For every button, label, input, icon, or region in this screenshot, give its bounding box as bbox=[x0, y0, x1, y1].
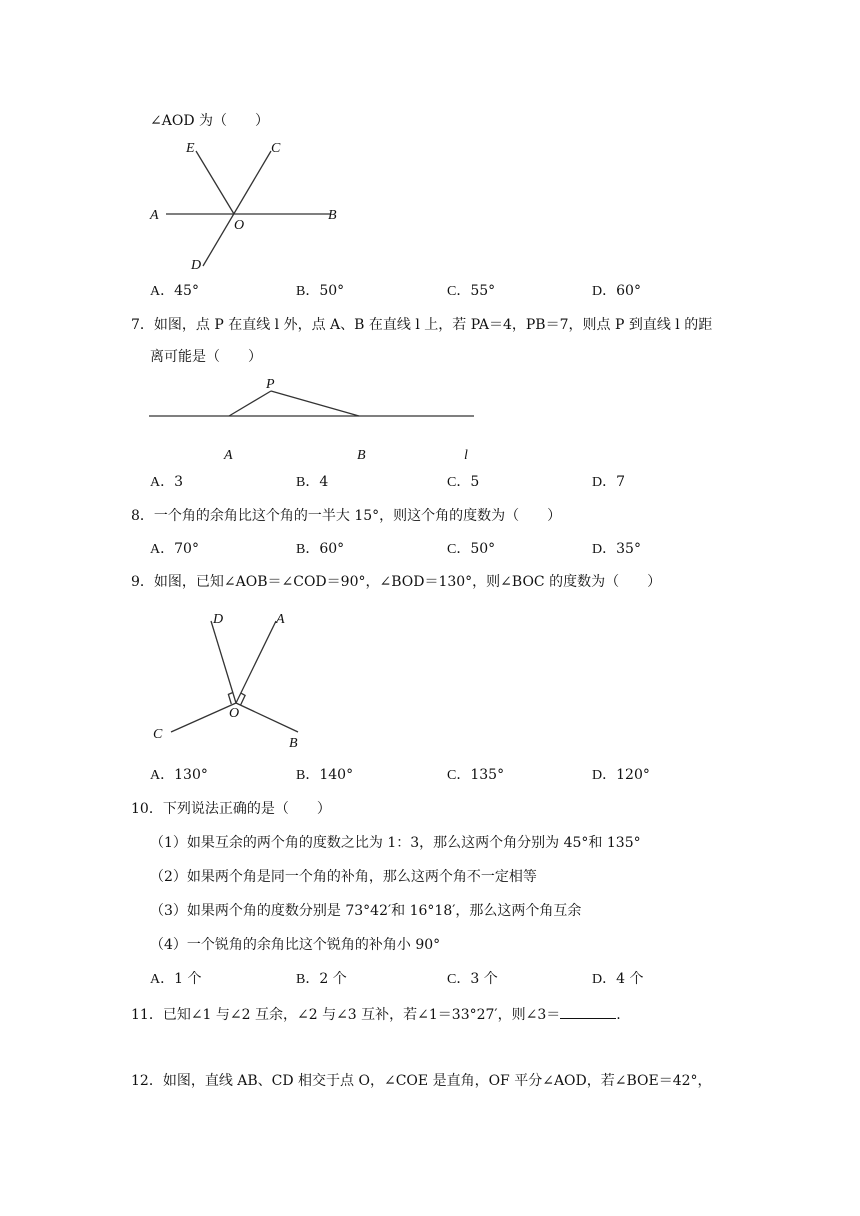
q11-answer-blank[interactable] bbox=[560, 1004, 616, 1019]
q7-option-c[interactable]: C．5 bbox=[447, 474, 480, 490]
q6-line-cd bbox=[203, 151, 271, 266]
q9-label-o: O bbox=[229, 706, 240, 721]
q9-label-d: D bbox=[213, 612, 224, 627]
q11-stem-text: 11．已知∠1 与∠2 互余，∠2 与∠3 互补，若∠1＝33°27′，则∠3＝ bbox=[131, 1007, 561, 1023]
q8-option-d[interactable]: D．35° bbox=[592, 541, 641, 557]
q9-option-a[interactable]: A．130° bbox=[150, 767, 208, 783]
q7-segment-pa bbox=[229, 391, 271, 416]
q6-figure bbox=[140, 135, 360, 275]
q10-item-4: （4）一个锐角的余角比这个锐角的补角小 90° bbox=[150, 937, 441, 953]
q6-option-b[interactable]: B．50° bbox=[296, 283, 345, 299]
q7-label-p: P bbox=[266, 377, 275, 392]
q6-label-e: E bbox=[186, 141, 195, 156]
q11-stem-end: . bbox=[616, 1007, 621, 1023]
q10-item-3: （3）如果两个角的度数分别是 73°42′和 16°18′，那么这两个角互余 bbox=[150, 903, 582, 919]
q9-right-angle-mark-cod bbox=[228, 693, 232, 705]
q6-label-a: A bbox=[150, 208, 159, 223]
q9-option-d[interactable]: D．120° bbox=[592, 767, 650, 783]
q9-option-b[interactable]: B．140° bbox=[296, 767, 354, 783]
q9-stem: 9．如图，已知∠AOB＝∠COD＝90°，∠BOD＝130°，则∠BOC 的度数为（ ） bbox=[131, 574, 662, 590]
q7-segment-pb bbox=[271, 391, 359, 416]
q9-label-b: B bbox=[289, 736, 298, 751]
q11-stem bbox=[131, 1004, 621, 1024]
q8-option-b[interactable]: B．60° bbox=[296, 541, 345, 557]
q12-stem: 12．如图，直线 AB、CD 相交于点 O，∠COE 是直角，OF 平分∠AOD，若∠BOE＝42°， bbox=[131, 1073, 712, 1089]
q9-label-a: A bbox=[276, 612, 285, 627]
q6-option-a[interactable]: A．45° bbox=[150, 283, 199, 299]
q7-figure bbox=[140, 370, 490, 466]
q6-label-o: O bbox=[234, 218, 245, 233]
q6-option-c[interactable]: C．55° bbox=[447, 283, 496, 299]
q10-stem: 10．下列说法正确的是（ ） bbox=[131, 801, 331, 817]
q6-label-c: C bbox=[271, 141, 281, 156]
q10-item-1: （1）如果互余的两个角的度数之比为 1：3，那么这两个角分别为 45°和 135° bbox=[150, 835, 641, 851]
q10-item-2: （2）如果两个角是同一个角的补角，那么这两个角不一定相等 bbox=[150, 869, 537, 885]
q7-option-a[interactable]: A．3 bbox=[150, 474, 184, 490]
q8-stem: 8．一个角的余角比这个角的一半大 15°，则这个角的度数为（ ） bbox=[131, 508, 562, 524]
q7-label-a: A bbox=[224, 448, 233, 463]
q9-ray-ob bbox=[236, 703, 298, 732]
q9-ray-oc bbox=[171, 703, 236, 732]
q7-stem-line1: 7．如图，点 P 在直线 l 外，点 A、B 在直线 l 上，若 PA＝4，PB＝7，则点 P 到直线 l 的距 bbox=[131, 317, 713, 333]
q8-option-a[interactable]: A．70° bbox=[150, 541, 199, 557]
q10-option-b[interactable]: B．2 个 bbox=[296, 971, 347, 987]
q6-stem-tail: ∠AOD 为（ ） bbox=[150, 113, 269, 129]
q7-label-l: l bbox=[464, 448, 468, 463]
q6-label-b: B bbox=[328, 208, 337, 223]
q9-right-angle-mark-aob bbox=[241, 693, 246, 705]
q10-option-d[interactable]: D．4 个 bbox=[592, 971, 644, 987]
q9-option-c[interactable]: C．135° bbox=[447, 767, 505, 783]
q9-ray-oa bbox=[236, 621, 276, 703]
q9-figure bbox=[150, 606, 320, 756]
q6-option-d[interactable]: D．60° bbox=[592, 283, 641, 299]
q6-label-d: D bbox=[191, 258, 202, 273]
q10-option-a[interactable]: A．1 个 bbox=[150, 971, 202, 987]
q9-label-c: C bbox=[153, 727, 163, 742]
q7-option-d[interactable]: D．7 bbox=[592, 474, 626, 490]
q7-stem-line2: 离可能是（ ） bbox=[150, 349, 262, 365]
q8-option-c[interactable]: C．50° bbox=[447, 541, 496, 557]
q9-ray-od bbox=[211, 621, 236, 703]
q6-ray-oe bbox=[196, 151, 234, 214]
q7-option-b[interactable]: B．4 bbox=[296, 474, 329, 490]
q7-label-b: B bbox=[357, 448, 366, 463]
q10-option-c[interactable]: C．3 个 bbox=[447, 971, 498, 987]
